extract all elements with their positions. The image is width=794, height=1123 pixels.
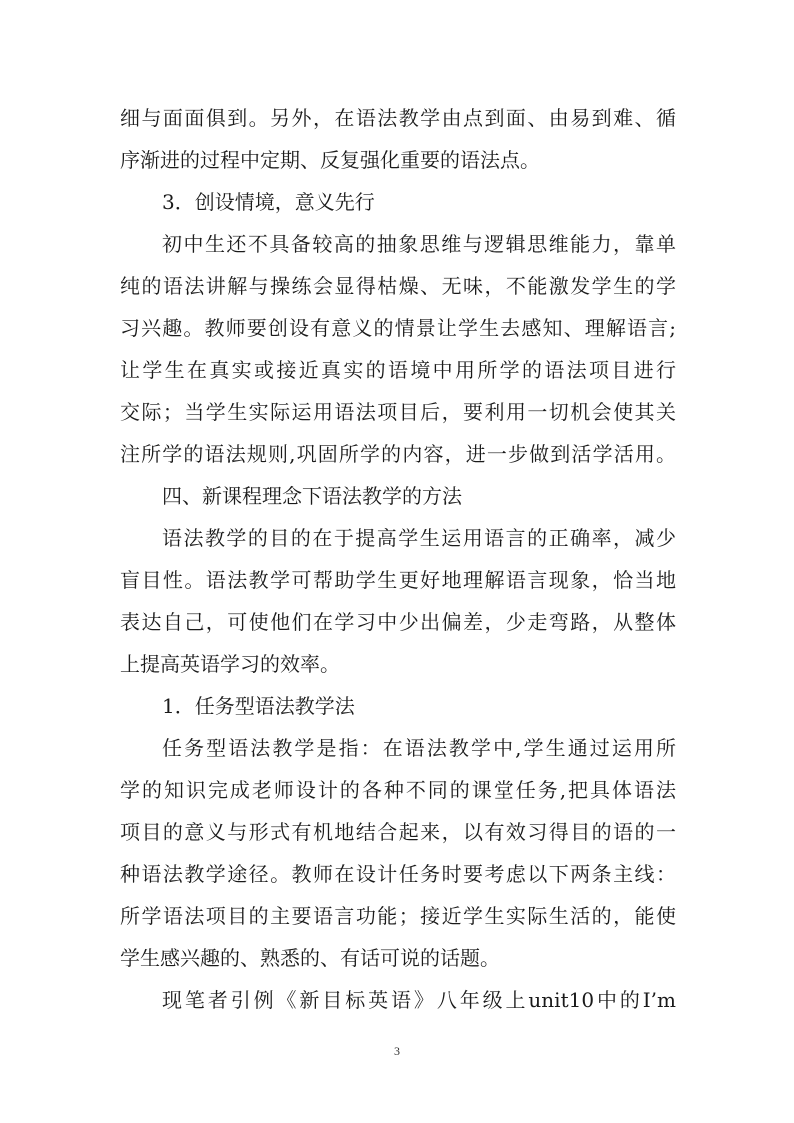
text-line: 上提高英语学习的效率。 bbox=[120, 652, 340, 676]
text-line: 任务型语法教学是指：在语法教学中,学生通过运用所 bbox=[162, 736, 676, 760]
text-line: 让学生在真实或接近真实的语境中用所学的语法项目进行 bbox=[120, 358, 676, 382]
page-number: 3 bbox=[394, 1044, 400, 1058]
text-line: 初中生还不具备较高的抽象思维与逻辑思维能力，靠单 bbox=[162, 232, 676, 256]
section-heading: 3．创设情境，意义先行 bbox=[162, 190, 375, 214]
text-line: 纯的语法讲解与操练会显得枯燥、无味，不能激发学生的学 bbox=[120, 274, 676, 298]
text-line: 盲目性。语法教学可帮助学生更好地理解语言现象，恰当地 bbox=[120, 568, 676, 592]
text-line: 项目的意义与形式有机地结合起来，以有效习得目的语的一 bbox=[120, 820, 676, 844]
text-line: 现笔者引例《新目标英语》八年级上unit10中的I’m bbox=[162, 988, 676, 1012]
text-line: 习兴趣。教师要创设有意义的情景让学生去感知、理解语言; bbox=[120, 316, 676, 340]
text-line: 所学语法项目的主要语言功能；接近学生实际生活的，能使 bbox=[120, 904, 676, 928]
text-line: 种语法教学途径。教师在设计任务时要考虑以下两条主线： bbox=[120, 862, 676, 886]
text-line: 注所学的语法规则,巩固所学的内容，进一步做到活学活用。 bbox=[120, 442, 676, 466]
text-line: 细与面面俱到。另外，在语法教学由点到面、由易到难、循 bbox=[120, 106, 676, 130]
text-line: 语法教学的目的在于提高学生运用语言的正确率，减少 bbox=[162, 526, 676, 550]
text-line: 序渐进的过程中定期、反复强化重要的语法点。 bbox=[120, 148, 540, 172]
text-line: 学的知识完成老师设计的各种不同的课堂任务,把具体语法 bbox=[120, 778, 676, 802]
text-line: 学生感兴趣的、熟悉的、有话可说的话题。 bbox=[120, 946, 500, 970]
text-line: 表达自己，可使他们在学习中少出偏差，少走弯路，从整体 bbox=[120, 610, 676, 634]
section-heading: 四、新课程理念下语法教学的方法 bbox=[162, 484, 462, 508]
section-heading: 1．任务型语法教学法 bbox=[162, 694, 355, 718]
text-line: 交际；当学生实际运用语法项目后，要利用一切机会使其关 bbox=[120, 400, 676, 424]
